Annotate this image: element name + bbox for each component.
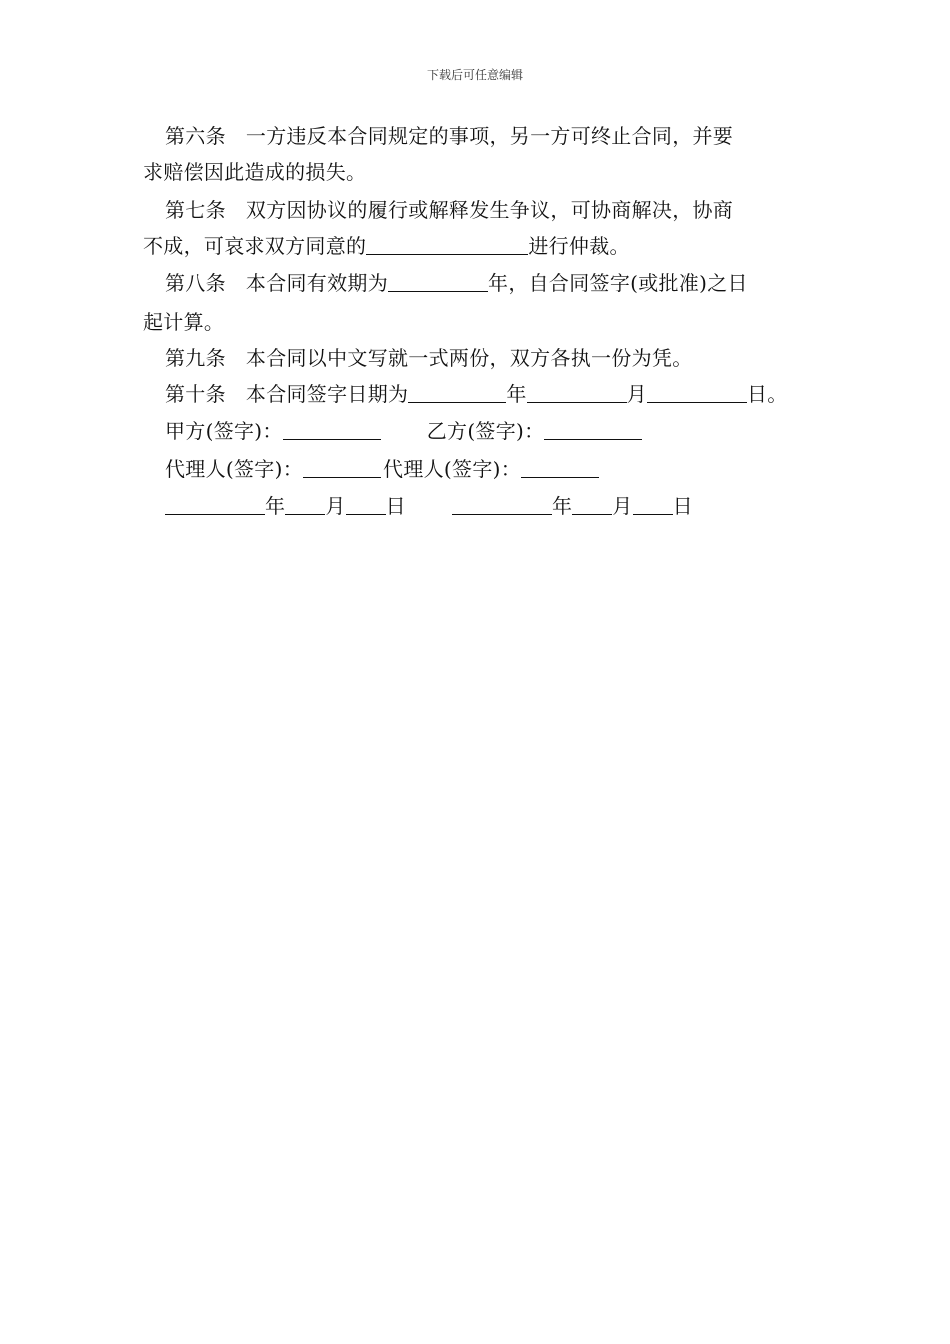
article-7-label: 第七条 [165, 198, 226, 222]
party-a-day-blank[interactable] [346, 494, 386, 515]
article-8-text-1a: 本合同有效期为 [245, 271, 389, 295]
party-a-month-label: 月 [325, 494, 346, 518]
date-signature-line [143, 488, 693, 524]
article-10-year: 年 [506, 382, 527, 406]
article-10-line [143, 376, 788, 412]
agent-b-signature-blank[interactable] [521, 457, 599, 478]
article-7-text-1: 双方因协议的履行或解释发生争议，可协商解决，协商 [245, 198, 734, 222]
party-a-signature-blank[interactable] [283, 419, 381, 440]
article-7-text-2a: 不成，可哀求双方同意的 [143, 234, 367, 258]
party-signature-line [143, 413, 642, 449]
article-10-day: 日。 [746, 382, 788, 406]
party-b-year-label: 年 [551, 494, 573, 518]
party-b-day-blank[interactable] [633, 494, 673, 515]
party-b-label: 乙方(签字)： [426, 419, 545, 443]
party-a-year-blank[interactable] [165, 494, 265, 515]
article-8-line-1 [143, 265, 748, 301]
party-a-year-label: 年 [265, 494, 286, 518]
party-b-year-blank[interactable] [452, 494, 552, 515]
party-b-day-label: 日 [672, 494, 693, 518]
article-9-label: 第九条 [165, 346, 226, 370]
article-8-label: 第八条 [165, 271, 226, 295]
article-7-text-2b: 进行仲裁。 [528, 234, 630, 258]
party-b-month-blank[interactable] [572, 494, 612, 515]
article-6-text-1: 一方违反本合同规定的事项，另一方可终止合同，并要 [245, 124, 734, 148]
party-a-label: 甲方(签字)： [165, 419, 283, 443]
article-9-line [143, 340, 693, 376]
arbitration-blank[interactable] [366, 234, 528, 255]
article-10-text: 本合同签字日期为 [245, 382, 409, 406]
article-10-month: 月 [626, 382, 647, 406]
sign-day-blank[interactable] [647, 382, 747, 403]
article-6-line-1 [143, 118, 733, 154]
article-8-line-2: 起计算。 [143, 310, 225, 334]
party-a-month-blank[interactable] [285, 494, 325, 515]
agent-a-label: 代理人(签字)： [165, 457, 304, 481]
agent-signature-line [143, 451, 599, 487]
sign-month-blank[interactable] [527, 382, 627, 403]
article-6-label: 第六条 [165, 124, 226, 148]
party-b-signature-blank[interactable] [544, 419, 642, 440]
article-7-line-1 [143, 192, 733, 228]
article-9-text: 本合同以中文写就一式两份，双方各执一份为凭。 [245, 346, 693, 370]
party-a-day-label: 日 [385, 494, 406, 518]
sign-year-blank[interactable] [408, 382, 506, 403]
article-7-line-2 [143, 228, 630, 264]
article-10-label: 第十条 [165, 382, 226, 406]
page-header: 下载后可任意编辑 [426, 68, 523, 82]
agent-b-label: 代理人(签字)： [383, 457, 522, 481]
validity-years-blank[interactable] [388, 271, 488, 292]
article-8-text-1b: 年，自合同签字(或批准)之日 [488, 271, 748, 295]
agent-a-signature-blank[interactable] [303, 457, 381, 478]
party-b-month-label: 月 [612, 494, 633, 518]
article-6-line-2: 求赔偿因此造成的损失。 [143, 160, 367, 184]
